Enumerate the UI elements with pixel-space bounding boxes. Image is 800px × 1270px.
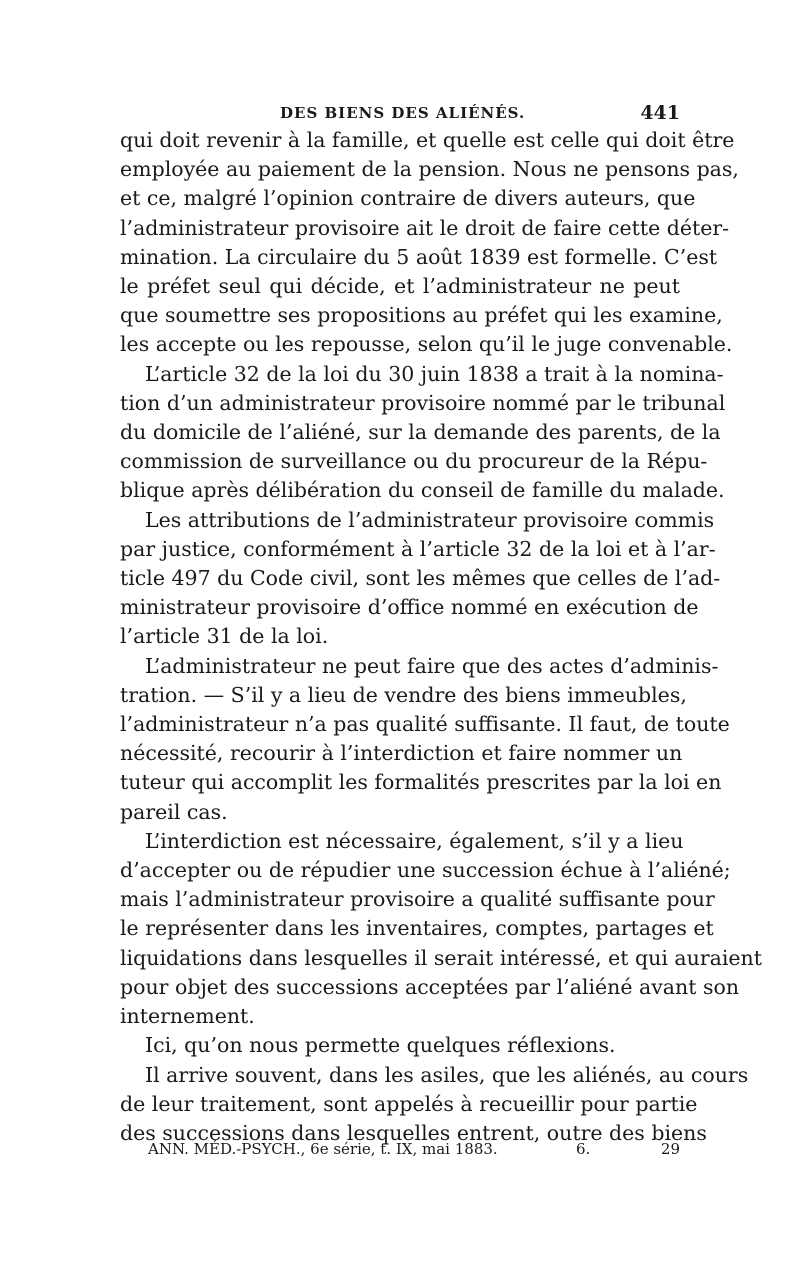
text-line: de leur traitement, sont appelés à recueillir pour partie xyxy=(120,1091,698,1116)
page-number: 441 xyxy=(640,102,680,124)
journal-citation: ANN. MÉD.-PSYCH., 6e série, t. IX, mai 1883. xyxy=(148,1140,498,1158)
text-line: L’interdiction est nécessaire, également, s’il y a lieu xyxy=(145,828,684,853)
text-line: Il arrive souvent, dans les asiles, que les aliénés, au cours xyxy=(145,1062,749,1087)
text-line: ministrateur provisoire d’office nommé en exécution de xyxy=(120,595,699,620)
text-line: L’administrateur ne peut faire que des actes d’adminis- xyxy=(145,653,719,678)
page-header xyxy=(120,104,680,128)
body-text xyxy=(120,126,762,1148)
text-line: les accepte ou les repousse, selon qu’il le juge convenable. xyxy=(120,332,733,357)
running-title: DES BIENS DES ALIÉNÉS. xyxy=(280,104,526,122)
text-line: tration. — S’il y a lieu de vendre des biens immeubles, xyxy=(120,682,687,707)
text-line: d’accepter ou de répudier une succession échue à l’aliéné; xyxy=(120,858,731,883)
text-line: Ici, qu’on nous permette quelques réflexions. xyxy=(145,1033,616,1058)
text-line: Les attributions de l’administrateur provisoire commis xyxy=(145,507,715,532)
text-line: l’administrateur n’a pas qualité suffisante. Il faut, de toute xyxy=(120,712,730,737)
text-line: qui doit revenir à la famille, et quelle est celle qui doit être xyxy=(120,128,735,152)
text-line: ticle 497 du Code civil, sont les mêmes que celles de l’ad- xyxy=(120,566,721,591)
text-line: pareil cas. xyxy=(120,799,228,824)
text-line: tion d’un administrateur provisoire nommé par le tribunal xyxy=(120,390,726,415)
text-line: que soumettre ses propositions au préfet qui les examine, xyxy=(120,303,723,328)
text-line: l’article 31 de la loi. xyxy=(120,624,329,649)
text-line: par justice, conformément à l’article 32 de la loi et à l’ar- xyxy=(120,536,716,561)
text-line: le représenter dans les inventaires, comptes, partages et xyxy=(120,916,714,941)
page-footer xyxy=(148,1140,680,1164)
text-line: commission de surveillance ou du procureur de la Répu- xyxy=(120,449,708,474)
text-line: L’article 32 de la loi du 30 juin 1838 a trait à la nomina- xyxy=(145,361,724,386)
signature-mark: 6. xyxy=(576,1140,591,1158)
text-line: employée au paiement de la pension. Nous ne pensons pas, xyxy=(120,157,739,182)
text-line: tuteur qui accomplit les formalités prescrites par la loi en xyxy=(120,770,722,795)
sheet-number: 29 xyxy=(660,1140,680,1158)
text-line: nécessité, recourir à l’interdiction et faire nommer un xyxy=(120,741,683,766)
text-line: le préfet seul qui décide, et l’administrateur ne peut xyxy=(120,274,680,299)
text-line: mination. La circulaire du 5 août 1839 est formelle. C’est xyxy=(120,244,718,269)
text-line: internement. xyxy=(120,1004,255,1029)
text-line: mais l’administrateur provisoire a qualité suffisante pour xyxy=(120,887,715,912)
text-line: du domicile de l’aliéné, sur la demande des parents, de la xyxy=(120,420,721,445)
text-line: liquidations dans lesquelles il serait intéressé, et qui auraient xyxy=(120,945,762,970)
text-line: pour objet des successions acceptées par l’aliéné avant son xyxy=(120,974,740,999)
text-line: l’administrateur provisoire ait le droit de faire cette déter- xyxy=(120,215,730,240)
text-line: des successions dans lesquelles entrent, outre des biens xyxy=(120,1120,707,1145)
text-line: blique après délibération du conseil de famille du malade. xyxy=(120,478,725,503)
text-line: et ce, malgré l’opinion contraire de divers auteurs, que xyxy=(120,186,696,211)
